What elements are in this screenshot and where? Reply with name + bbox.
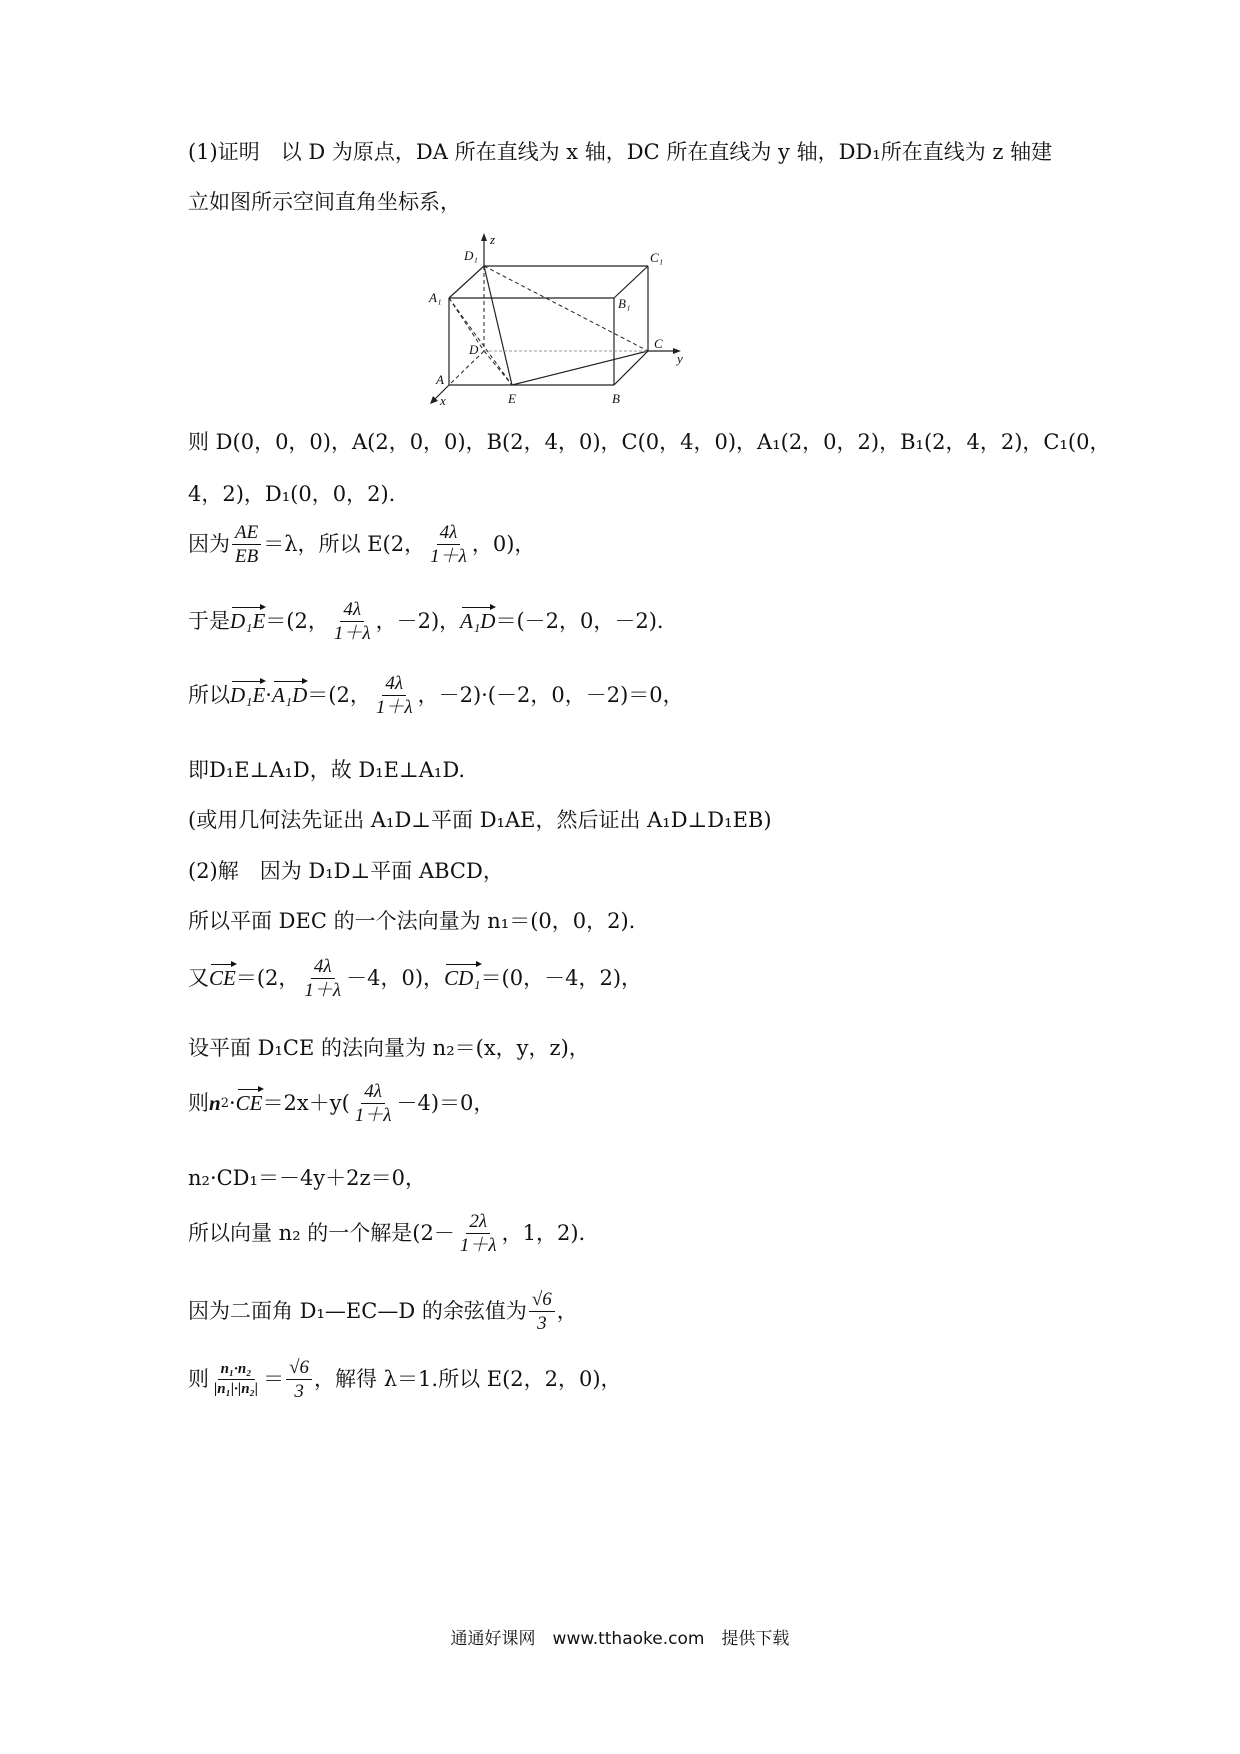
label-b: B: [612, 391, 620, 406]
line-16: n₂·CD₁＝－4y＋2z＝0，: [188, 1166, 426, 1190]
line-3: 则 D(0，0，0)，A(2，0，0)，B(2，4，0)，C(0，4，0)，A₁(2，0，2)，B₁(2，4，2)，C₁(0，: [188, 430, 1111, 454]
vector-ce: CE: [235, 1091, 263, 1115]
label-c: C: [654, 336, 663, 351]
fraction-sqrt6-3: $\frac{√6}{3}$: [286, 1358, 312, 1401]
line-1: (1)证明 以 D 为原点，DA 所在直线为 x 轴，DC 所在直线为 y 轴，DD₁所在直线为 z 轴建: [188, 140, 1053, 164]
edge-b1-c1: [614, 266, 648, 298]
label-x: x: [440, 393, 446, 408]
solid-d1-e: [484, 266, 512, 385]
page-footer: 通通好课网 www.tthaoke.com 提供下载: [450, 1629, 790, 1649]
fraction-4lambda: $\frac{4\lambda}{1+\lambda}$: [333, 599, 371, 644]
vector-ce: CE: [209, 966, 236, 990]
line-18: 因为二面角 D₁—EC—D 的余弦值为 $\frac{√6}{3}$ ，: [188, 1289, 578, 1334]
line-2: 立如图所示空间直角坐标系，: [188, 190, 461, 214]
label-a1: A₁: [429, 290, 442, 305]
line-9: 即D₁E⊥A₁D，故 D₁E⊥A₁D.: [188, 758, 466, 782]
label-c1: C₁: [650, 250, 664, 265]
line-10: (或用几何法先证出 A₁D⊥平面 D₁AE，然后证出 A₁D⊥D₁EB): [188, 808, 772, 832]
fraction-4lambda: $\frac{4\lambda}{1+\lambda}$: [304, 956, 342, 1001]
hidden-d-a: [449, 351, 484, 385]
label-d1: D₁: [464, 248, 478, 263]
z-arrow: [481, 233, 487, 241]
vector-d1e: D₁E: [230, 609, 266, 633]
vector-cd1: CD₁: [444, 966, 481, 990]
edge-a1-d1: [449, 266, 484, 298]
fraction-2lambda: $\frac{2\lambda}{1+\lambda}$: [459, 1211, 497, 1256]
line-6: 于是 D₁E ＝(2， $\frac{4\lambda}{1+\lambda}$ ，－2)， A₁D ＝(－2，0，－2).: [188, 599, 664, 644]
line-19: 则 $\frac{\text{n₁·n₂}}{\text{|n₁|·|n₂|}}$ ＝ $\frac{√6}{3}$ ，解得 λ＝1.所以 E(2，2，0)，: [188, 1357, 622, 1402]
fraction-n1n2: $\frac{\text{n₁·n₂}}{\text{|n₁|·|n₂|}}$: [214, 1361, 259, 1397]
edge-b-c: [614, 351, 648, 385]
label-a: A: [436, 372, 444, 387]
line-5: 因为 $\frac{AE}{EB}$ ＝λ，所以 E(2， $\frac{4\lambda}{1+\lambda}$ ，0)，: [188, 522, 536, 567]
label-e: E: [508, 391, 516, 406]
label-z: z: [490, 232, 496, 247]
fraction-ae-eb: $\frac{AE}{EB}$: [232, 523, 261, 566]
label-b1: B₁: [618, 296, 631, 311]
fraction-4lambda: $\frac{4\lambda}{1+\lambda}$: [354, 1081, 392, 1126]
vector-d1e: D₁E: [230, 683, 266, 707]
fraction-4lambda: $\frac{4\lambda}{1+\lambda}$: [375, 673, 413, 718]
vector-a1d: A₁D: [460, 609, 496, 633]
label-d: D: [469, 342, 479, 357]
line-15: 则 n 2 · CE ＝2x＋y( $\frac{4\lambda}{1+\lambda}$ －4)＝0，: [188, 1081, 495, 1126]
line-17: 所以向量 n₂ 的一个解是(2－ $\frac{2\lambda}{1+\lambda}$ ，1，2).: [188, 1211, 586, 1256]
coordinate-box-figure: [424, 228, 884, 413]
fraction-4lambda: $\frac{4\lambda}{1+\lambda}$: [430, 522, 467, 567]
line-11: (2)解 因为 D₁D⊥平面 ABCD，: [188, 859, 504, 883]
solid-e-c: [512, 351, 648, 385]
vector-a1d: A₁D: [271, 683, 308, 707]
label-y: y: [677, 351, 683, 366]
line-14: 设平面 D₁CE 的法向量为 n₂＝(x，y，z)，: [188, 1036, 590, 1060]
dashed-a1-e: [449, 298, 512, 385]
fraction-sqrt6-3: $\frac{√6}{3}$: [529, 1290, 555, 1333]
line-4: 4，2)，D₁(0，0，2).: [188, 482, 396, 506]
line-7: 所以 D₁E · A₁D ＝(2， $\frac{4\lambda}{1+\lambda}$ ，－2)·(－2，0，－2)＝0，: [188, 673, 684, 718]
line-13: 又 CE ＝(2， $\frac{4\lambda}{1+\lambda}$ －4，0)， CD₁ ＝(0，－4，2)，: [188, 956, 643, 1001]
line-12: 所以平面 DEC 的一个法向量为 n₁＝(0，0，2).: [188, 909, 636, 933]
